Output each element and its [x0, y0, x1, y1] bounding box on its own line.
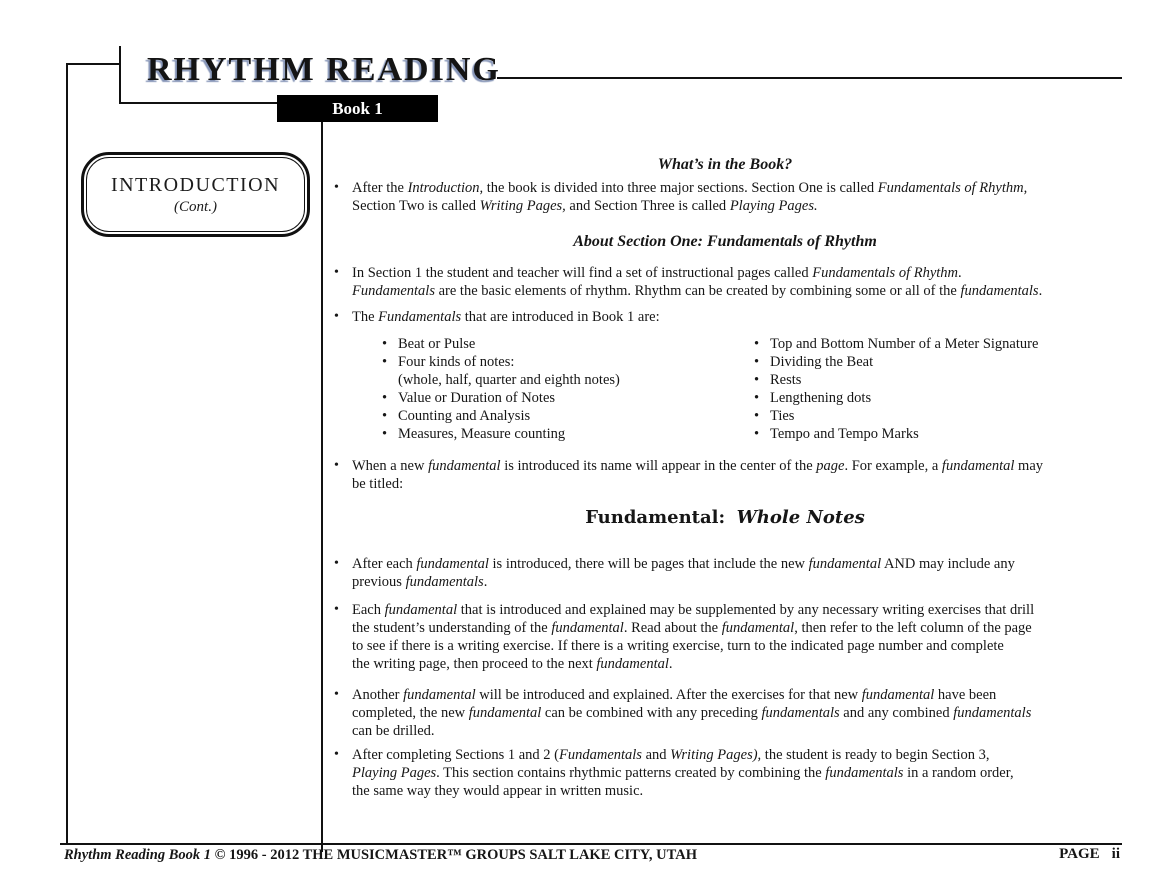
intro-box-subtitle: (Cont.)	[174, 198, 217, 215]
bullet-icon: •	[334, 458, 339, 473]
text-run: Writing Pages,	[479, 198, 566, 214]
bullet-icon: •	[334, 265, 339, 280]
bullet-icon: •	[754, 336, 760, 352]
text-run: After the	[352, 180, 408, 196]
bullet-icon: •	[754, 354, 760, 370]
text-run: is introduced its name will appear in the center of the	[500, 458, 817, 474]
text-run: . For example, a	[844, 458, 942, 474]
bullet-icon: •	[382, 354, 388, 370]
bullet-item	[334, 179, 1116, 215]
bullet-icon: •	[334, 556, 339, 571]
text-run: in a random order,	[903, 765, 1014, 781]
text-run: fundamental	[721, 620, 795, 636]
bullet-icon: •	[754, 426, 760, 442]
bullet-item	[334, 308, 1116, 326]
bullet-icon: •	[334, 602, 339, 617]
fundamental-item-label: Measures, Measure counting	[398, 426, 566, 442]
section-heading	[334, 156, 1116, 174]
text-run: After each	[352, 556, 417, 572]
bullet-text	[352, 264, 1116, 300]
text-run: In Section 1 the student and teacher will find a set of instructional pages called	[352, 265, 813, 281]
footer-page	[1059, 846, 1120, 863]
page-label: PAGE	[1059, 846, 1100, 862]
book-banner	[277, 95, 438, 122]
fundamental-item-label: Value or Duration of Notes	[398, 390, 556, 406]
text-run: Playing Pages	[352, 765, 437, 781]
text-run: .	[668, 656, 673, 672]
text-run: About Section One: Fundamentals of Rhythm	[573, 233, 877, 250]
frame-line-under-title	[119, 102, 279, 104]
fundamental-item	[754, 371, 1116, 389]
text-run: the same way they would appear in written music.	[352, 783, 644, 799]
fundamental-item	[382, 353, 754, 371]
text-run: When a new	[352, 458, 429, 474]
fundamental-item-label: Beat or Pulse	[398, 336, 476, 352]
text-run: Whole Notes	[736, 507, 865, 528]
fundamental-item-label: Four kinds of notes:	[398, 354, 515, 370]
text-run: that are introduced in Book 1 are:	[461, 309, 660, 325]
text-run: Fundamentals	[352, 283, 435, 299]
text-run: previous	[352, 574, 406, 590]
fundamental-item	[382, 407, 754, 425]
text-run: fundamental	[808, 556, 882, 572]
text-run: fundamental	[384, 602, 458, 618]
intro-box-title: INTRODUCTION	[110, 173, 281, 196]
content-divider-line	[321, 121, 323, 852]
fundamental-item	[754, 389, 1116, 407]
text-run: be titled:	[352, 476, 404, 492]
text-run: .	[483, 574, 488, 590]
bullet-icon: •	[754, 408, 760, 424]
text-run: AND may include any	[881, 556, 1015, 572]
text-run: Fundamentals	[558, 747, 642, 763]
frame-line-vertical-outer	[66, 63, 68, 844]
fundamental-item-label: Ties	[770, 408, 795, 424]
footer-book-title: Rhythm Reading Book 1	[64, 847, 212, 863]
fundamental-item-label: Counting and Analysis	[398, 408, 531, 424]
intro-box-inner	[86, 157, 305, 232]
frame-line-connector	[66, 63, 121, 65]
text-run: fundamental	[416, 556, 489, 572]
text-run: have been	[934, 687, 997, 703]
bullet-text	[352, 746, 1116, 800]
bullet-icon: •	[334, 309, 339, 324]
text-run: the writing page, then proceed to the next	[352, 656, 597, 672]
text-run: fundamental	[403, 687, 476, 703]
text-run: fundamentals	[761, 705, 840, 721]
text-run: may	[1014, 458, 1044, 474]
bullet-text	[352, 308, 1116, 326]
text-run: the book is divided into three major sections. Section One is called	[483, 180, 878, 196]
text-run: can be combined with any preceding	[541, 705, 762, 721]
text-run: to see if there is a writing exercise. If there is a writing exercise, turn to the indicated page number and complete	[352, 638, 1004, 654]
footer-rule	[60, 843, 1122, 845]
bullet-icon: •	[334, 687, 339, 702]
text-run: fundamentals	[405, 574, 484, 590]
bullet-icon: •	[382, 426, 388, 442]
text-run: , then refer to the left column of the page	[794, 620, 1032, 636]
text-run: and	[641, 747, 671, 763]
title-rule	[497, 77, 1122, 79]
text-run: .	[1038, 283, 1043, 299]
fundamental-item	[754, 425, 1116, 443]
fundamental-item	[754, 407, 1116, 425]
bullet-item	[334, 264, 1116, 300]
fundamental-item-label: Rests	[770, 372, 802, 388]
fundamental-item	[382, 335, 754, 353]
fundamental-item	[382, 371, 754, 389]
text-run: that is introduced and explained may be supplemented by any necessary writing exercises that drill	[457, 602, 1035, 618]
fundamental-item-label: Tempo and Tempo Marks	[770, 426, 919, 442]
text-run: and any combined	[839, 705, 954, 721]
bullet-text	[352, 601, 1116, 673]
fundamentals-column-right	[754, 335, 1116, 443]
fundamental-item-label: Top and Bottom Number of a Meter Signature	[770, 336, 1039, 352]
book-banner-label: Book 1	[332, 98, 383, 118]
text-run	[725, 507, 736, 528]
main-content	[334, 156, 1116, 800]
bullet-text	[352, 179, 1116, 215]
bullet-text	[352, 686, 1116, 740]
bullet-item	[334, 555, 1116, 591]
text-run: . This section contains rhythmic patterns created by combining the	[436, 765, 826, 781]
text-run: the student’s understanding of the	[352, 620, 552, 636]
fundamentals-column-left	[382, 335, 754, 443]
text-run: fundamentals	[825, 765, 904, 781]
section-heading	[334, 233, 1116, 251]
bullet-text	[352, 555, 1116, 591]
bullet-item	[334, 457, 1116, 493]
text-run: Fundamentals of Rhythm,	[877, 180, 1028, 196]
text-run: Fundamentals of Rhythm	[812, 265, 959, 281]
fundamental-item	[754, 335, 1116, 353]
fundamental-item-label: Lengthening dots	[770, 390, 872, 406]
fundamental-item	[754, 353, 1116, 371]
bullet-item	[334, 686, 1116, 740]
text-run: Section Two is called	[352, 198, 480, 214]
bullet-icon: •	[382, 408, 388, 424]
text-run: What’s in the Book?	[657, 156, 793, 173]
text-run: and Section Three is called	[565, 198, 730, 214]
text-run: can be drilled.	[352, 723, 435, 739]
fundamental-item	[382, 389, 754, 407]
bullet-item	[334, 601, 1116, 673]
text-run: page	[816, 458, 845, 474]
bullet-icon: •	[334, 747, 339, 762]
text-run: are the basic elements of rhythm. Rhythm can be created by combining some or all of the	[434, 283, 961, 299]
text-run: fundamental	[468, 705, 542, 721]
footer-copyright-text: © 1996 - 2012 THE MUSICMASTER™ GROUPS SALT LAKE CITY, UTAH	[211, 847, 697, 863]
bullet-icon: •	[382, 390, 388, 406]
text-run: the student is ready to begin Section 3,	[761, 747, 990, 763]
fundamental-item	[382, 425, 754, 443]
text-run: Another	[352, 687, 404, 703]
bullet-text	[352, 457, 1116, 493]
text-run: fundamentals	[953, 705, 1032, 721]
bullet-icon: •	[382, 336, 388, 352]
bullet-icon: •	[754, 372, 760, 388]
text-run: After completing Sections 1 and 2 (	[352, 747, 559, 763]
fundamental-example-title	[334, 509, 1116, 527]
fundamental-item-label: (whole, half, quarter and eighth notes)	[398, 372, 620, 388]
text-run: The	[352, 309, 379, 325]
text-run: will be introduced and explained. After the exercises for that new	[475, 687, 862, 703]
text-run: Fundamental:	[585, 507, 726, 528]
text-run: Introduction,	[407, 180, 484, 196]
page-title: RHYTHM READING	[147, 51, 501, 88]
text-run: .	[958, 265, 962, 281]
text-run: fundamental	[551, 620, 624, 636]
text-run: fundamental	[941, 458, 1015, 474]
text-run: fundamental	[596, 656, 669, 672]
intro-box	[81, 152, 310, 237]
bullet-item	[334, 746, 1116, 800]
fundamental-item-label: Dividing the Beat	[770, 354, 874, 370]
text-run: . Read about the	[623, 620, 722, 636]
page-number: ii	[1111, 846, 1120, 862]
footer-copyright	[64, 847, 697, 864]
text-run: Each	[352, 602, 385, 618]
text-run: Playing Pages.	[729, 198, 818, 214]
text-run: Fundamentals	[378, 309, 462, 325]
text-run: fundamental	[428, 458, 501, 474]
text-run: completed, the new	[352, 705, 469, 721]
fundamentals-columns	[334, 335, 1116, 443]
bullet-icon: •	[754, 390, 760, 406]
frame-line-vertical-inner	[119, 46, 121, 104]
bullet-icon: •	[334, 180, 339, 195]
text-run: fundamentals	[960, 283, 1039, 299]
text-run: is introduced, there will be pages that include the new	[488, 556, 809, 572]
text-run: fundamental	[861, 687, 935, 703]
text-run: Writing Pages),	[670, 747, 762, 763]
